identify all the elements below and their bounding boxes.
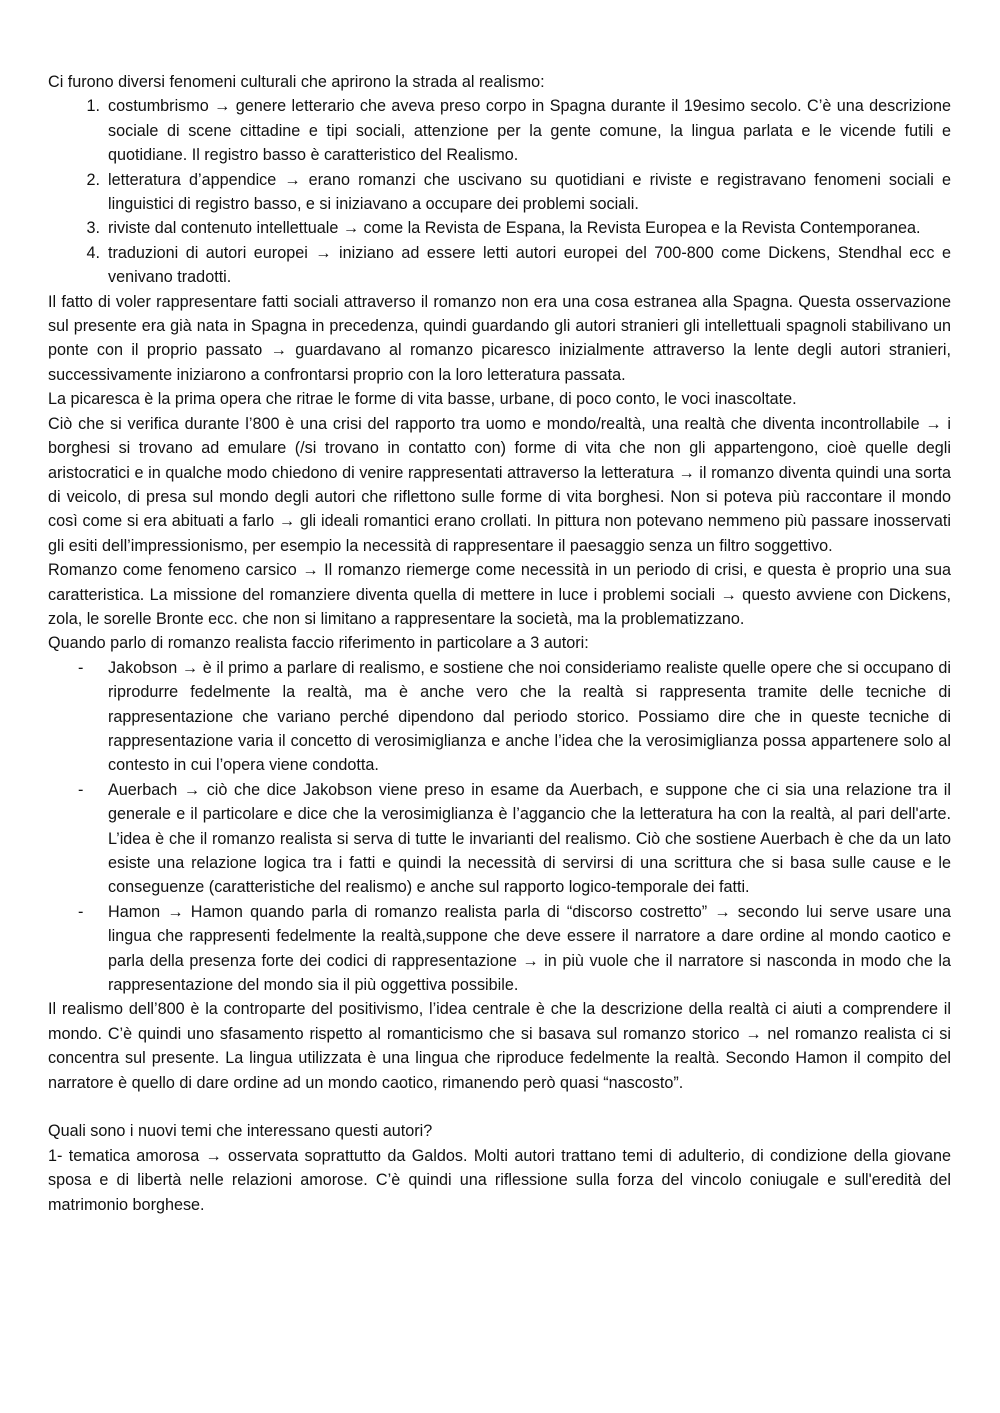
intro-paragraph: Ci furono diversi fenomeni culturali che aprirono la strada al realismo: — [48, 73, 545, 91]
body-paragraph: Il fatto di voler rappresentare fatti sociali attraverso il romanzo non era una cosa estranea alla Spagna. Questa osservazione sul presente era già nata in Spagna in precedenza, quindi guardando gli autori stranieri gli intellettuali spagnoli stabilivano un ponte con il proprio passato → guardavano al romanzo picaresco inizialmente attraverso la lente degli autori stranieri, successivamente iniziarono a confrontarsi proprio con la loro letteratura passata. — [48, 292, 951, 384]
list-item-text: Jakobson → è il primo a parlare di realismo, e sostiene che noi consideriamo realiste quelle opere che si occupano di riprodurre fedelmente la realtà, ma è anche vero che la realtà si rappresenta tramite delle tecniche di rappresentazione che variano perché dipendono dal periodo storico. Possiamo dire che in queste tecniche di rappresentazione varia il concetto di verosimiglianza e anche l’idea che la verosimiglianza possa appartenere solo al contesto in cui l’opera viene condotta. — [108, 658, 951, 775]
numbered-list — [48, 94, 951, 289]
body-paragraph: Ciò che si verifica durante l’800 è una crisi del rapporto tra uomo e mondo/realtà, una realtà che diventa incontrollabile → i borghesi si trovano ad emulare (/si trovano in contatto con) forme di vita che non gli appartengono, cioè quelle degli aristocratici e in qualche modo chiedono di venire rappresentati attraverso la letteratura → il romanzo diventa quindi una sorta di veicolo, di presa sul mondo degli autori che riflettono sulle forme di vita borghesi. Non si poteva più raccontare il mondo così come si era abituati a farlo → gli ideali romantici erano crollati. In pittura non potevano nemmeno più passare inosservati gli esiti dell’impressionismo, per esempio la necessità di rappresentare il paesaggio senza un filtro soggettivo. — [48, 414, 951, 555]
list-dash: - — [78, 658, 84, 677]
body-paragraph: Quando parlo di romanzo realista faccio riferimento in particolare a 3 autori: — [48, 634, 589, 653]
body-paragraph: Il realismo dell’800 è la controparte del positivismo, l’idea centrale è che la descrizione della realtà ci aiuti a comprendere il mondo. C’è quindi uno sfasamento rispetto al romanticismo che si basava sul romanzo storico → nel romanzo realista ci si concentra sul presente. La lingua utilizzata è una lingua che riproduce fedelmente la realtà. Secondo Hamon il compito del narratore è quello di dare ordine ad un mondo caotico, rimanendo però quasi “nascosto”. — [48, 1000, 951, 1092]
list-item — [48, 241, 951, 290]
answer-paragraph: 1- tematica amorosa → osservata soprattutto da Galdos. Molti autori trattano temi di adulterio, di condizione della giovane sposa e di libertà nelle relazioni amorose. C’è quindi una riflessione sulla forza del vincolo coniugale e sull'eredità del matrimonio borghese. — [48, 1146, 951, 1214]
bullet-list — [48, 656, 951, 998]
question-paragraph: Quali sono i nuovi temi che interessano questi autori? — [48, 1122, 433, 1141]
body-paragraph: La picaresca è la prima opera che ritrae le forme di vita basse, urbane, di poco conto, le voci inascoltate. — [48, 390, 797, 409]
list-item-text: letteratura d’appendice → erano romanzi che uscivano su quotidiani e riviste e registravano fenomeni sociali e linguistici di registro basso, e si iniziavano a occupare dei problemi sociali. — [108, 170, 951, 214]
list-item-text: costumbrismo → genere letterario che aveva preso corpo in Spagna durante il 19esimo secolo. C’è una descrizione sociale di scene cittadine e tipi sociali, attenzione per la gente comune, la lingua parlata e le vicende futili e quotidiane. Il registro basso è caratteristico del Realismo. — [108, 97, 951, 165]
list-item-text: traduzioni di autori europei → iniziano ad essere letti autori europei del 700-800 come Dickens, Stendhal ecc e venivano tradotti. — [108, 243, 951, 287]
list-item — [48, 168, 951, 217]
list-number: 2. — [86, 170, 100, 189]
list-item-text: Auerbach → ciò che dice Jakobson viene preso in esame da Auerbach, e suppone che ci sia una relazione tra il generale e il particolare e dice che la verosimiglianza è l’aggancio che la letteratura ha con la realtà, al pari dell'arte. L’idea è che il romanzo realista si serva di tutte le invarianti del realismo. Ciò che sostiene Auerbach è che da un lato esiste una relazione logica tra i fatti e quindi la necessità di servirsi di una scrittura che si basa sulle cause e le conseguenze (caratteristiche del realismo) e anche sul rapporto logico-temporale dei fatti. — [108, 780, 951, 897]
list-item-text: Hamon → Hamon quando parla di romanzo realista parla di “discorso costretto” → secondo lui serve usare una lingua che rappresenti fedelmente la realtà,suppone che deve essere il narratore a dare ordine al mondo caotico e parla della presenza forte dei codici di rappresentazione → in più vuole che il narratore si nasconda in modo che la rappresentazione del mondo sia il più oggettiva possibile. — [108, 902, 951, 995]
list-dash: - — [78, 780, 84, 799]
list-number: 1. — [86, 97, 100, 116]
list-item — [48, 900, 951, 998]
list-dash: - — [78, 902, 84, 921]
list-item-text: riviste dal contenuto intellettuale → come la Revista de Espana, la Revista Europea e la Revista Contemporanea. — [108, 219, 921, 238]
blank-line — [48, 1095, 951, 1119]
body-paragraph: Romanzo come fenomeno carsico → Il romanzo riemerge come necessità in un periodo di crisi, e questa è proprio una sua caratteristica. La missione del romanziere diventa quella di mettere in luce i problemi sociali → questo avviene con Dickens, zola, le sorelle Bronte ecc. che non si limitano a rappresentare la società, ma la problematizzano. — [48, 561, 951, 628]
list-number: 3. — [86, 219, 100, 238]
list-item — [48, 778, 951, 900]
list-item — [48, 216, 951, 240]
list-number: 4. — [86, 243, 100, 262]
list-item — [48, 656, 951, 778]
list-item — [48, 94, 951, 167]
